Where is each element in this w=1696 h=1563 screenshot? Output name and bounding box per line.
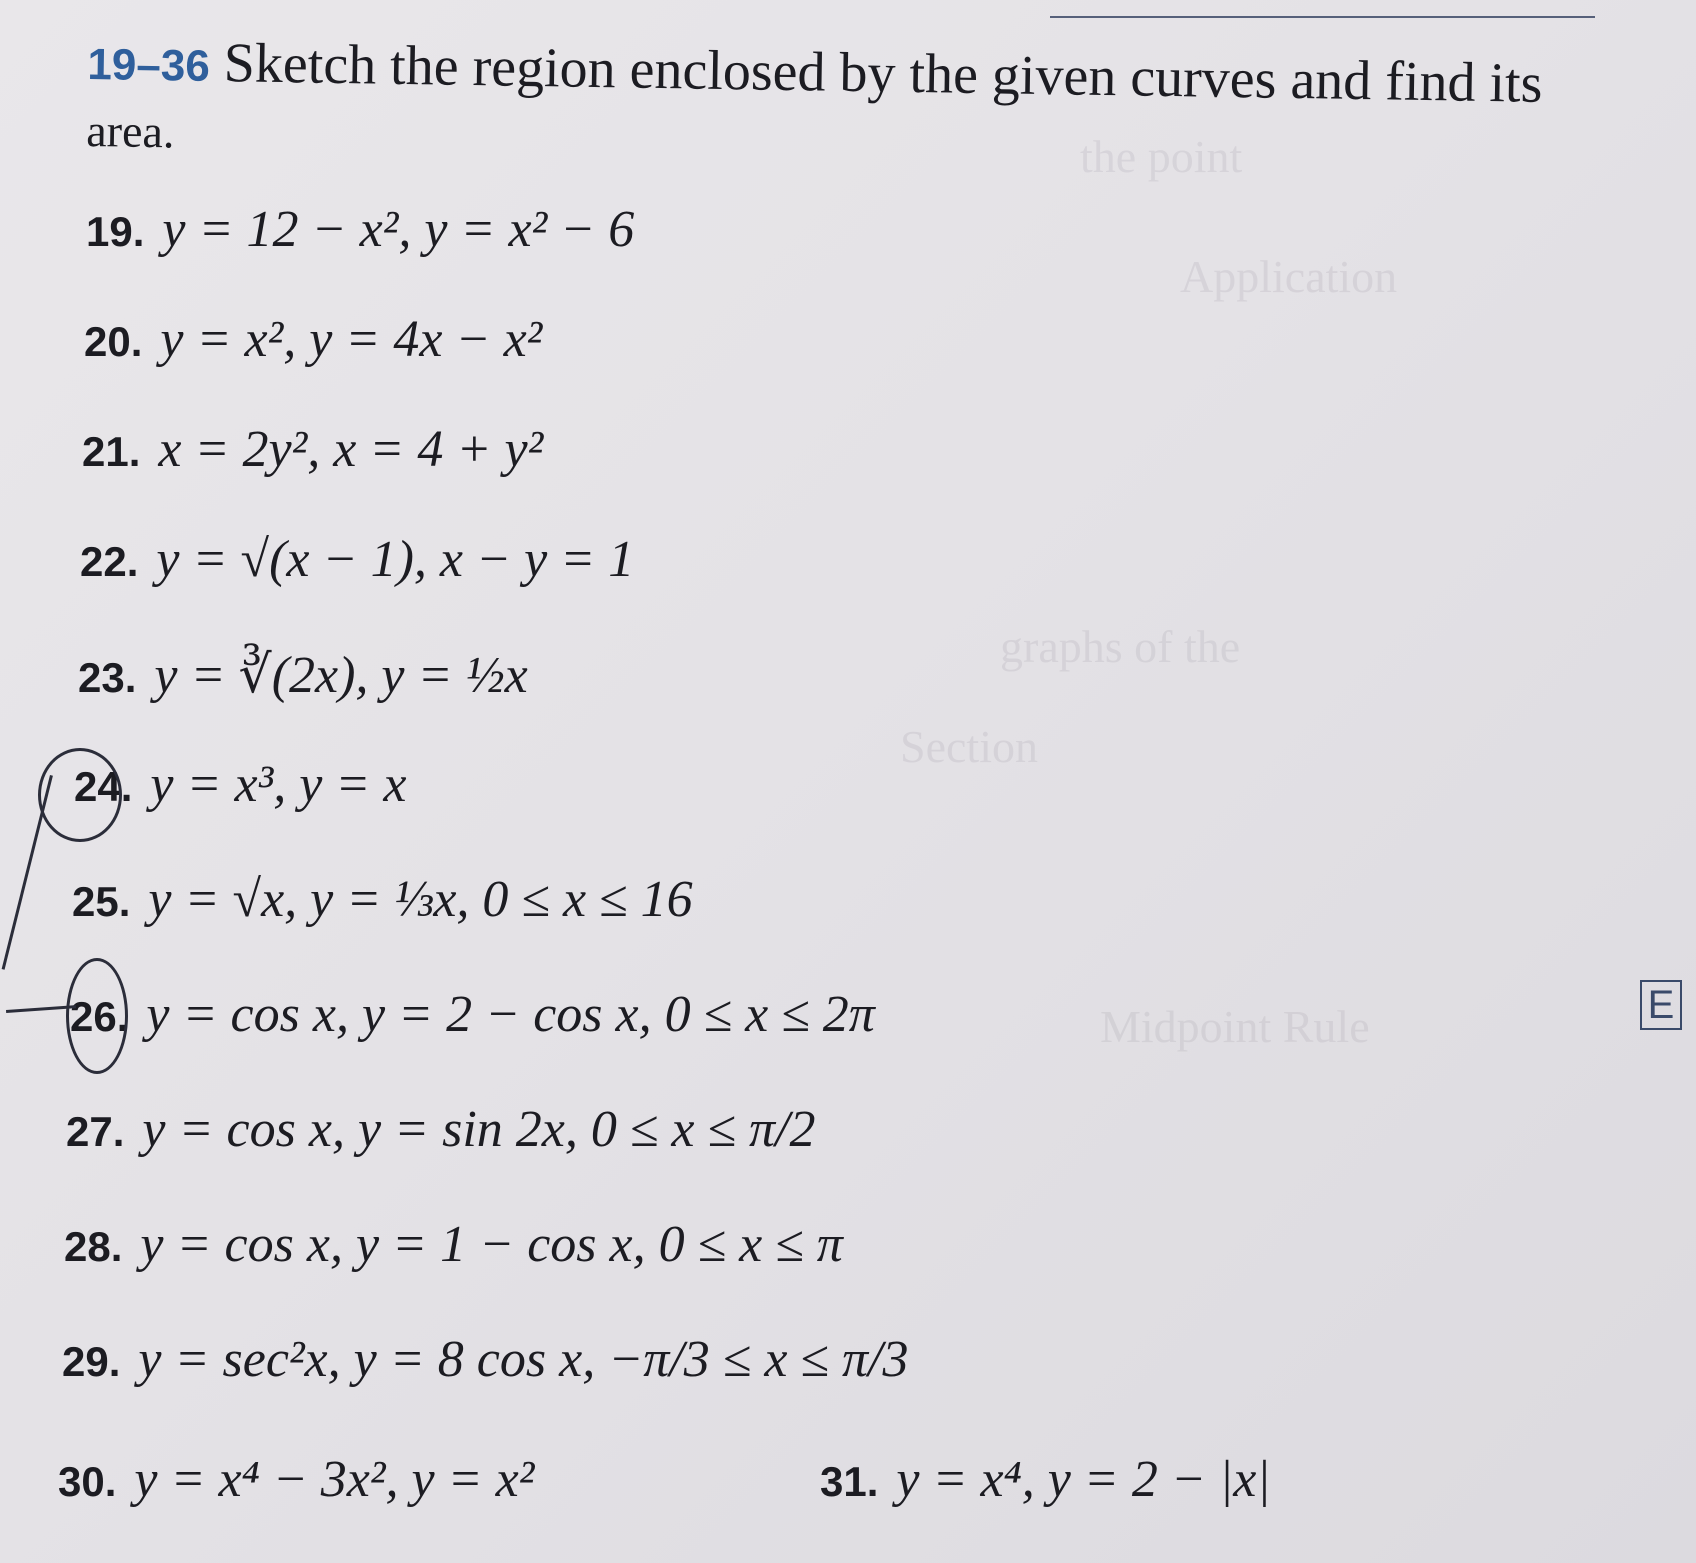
exercise-number: 31. xyxy=(820,1458,879,1505)
exercise-equation: y = 12 − x², y = x² − 6 xyxy=(162,201,635,258)
top-rule xyxy=(1050,16,1595,18)
exercise-equation: y = √x, y = ⅓x, 0 ≤ x ≤ 16 xyxy=(148,871,693,928)
exercise-number: 27. xyxy=(66,1108,125,1155)
exercise-equation: y = √(x − 1), x − y = 1 xyxy=(156,531,635,588)
exercise-21 xyxy=(82,420,543,479)
exercise-equation: y = ∛(2x), y = ½x xyxy=(154,647,528,704)
instruction-line-1: Sketch the region enclosed by the given curves and find its xyxy=(223,32,1543,115)
exercise-30 xyxy=(58,1450,534,1509)
exercise-number: 20. xyxy=(84,318,143,365)
exercise-equation: y = x³, y = x xyxy=(150,756,407,813)
exercise-25 xyxy=(72,870,693,929)
exercise-24 xyxy=(74,755,406,814)
exercise-equation: y = cos x, y = sin 2x, 0 ≤ x ≤ π/2 xyxy=(142,1101,816,1158)
margin-mark: E xyxy=(1640,980,1682,1030)
exercise-number: 26. xyxy=(70,993,129,1040)
pen-circle-24 xyxy=(38,748,122,842)
show-through-text: the point xyxy=(1080,131,1243,182)
exercise-number: 23. xyxy=(78,654,137,701)
exercise-number: 30. xyxy=(58,1458,117,1505)
exercise-equation: y = cos x, y = 1 − cos x, 0 ≤ x ≤ π xyxy=(140,1216,843,1273)
exercise-number: 22. xyxy=(80,538,139,585)
exercise-number: 25. xyxy=(72,878,131,925)
exercise-equation: x = 2y², x = 4 + y² xyxy=(158,421,544,478)
exercise-20 xyxy=(84,310,542,369)
exercise-19 xyxy=(86,200,634,259)
exercise-26 xyxy=(70,985,875,1044)
exercise-number: 24. xyxy=(74,763,133,810)
exercise-equation: y = cos x, y = 2 − cos x, 0 ≤ x ≤ 2π xyxy=(146,986,875,1043)
exercise-equation: y = sec²x, y = 8 cos x, −π/3 ≤ x ≤ π/3 xyxy=(138,1331,909,1388)
exercise-number: 21. xyxy=(82,428,141,475)
show-through-text: Section xyxy=(900,721,1038,772)
exercise-22 xyxy=(80,530,634,589)
exercise-equation: y = x⁴, y = 2 − |x| xyxy=(896,1451,1271,1508)
exercise-31 xyxy=(820,1450,1271,1509)
show-through-text: Application xyxy=(1180,251,1398,302)
exercise-number: 28. xyxy=(64,1223,123,1270)
exercise-number: 19. xyxy=(86,208,145,255)
exercise-29 xyxy=(62,1330,908,1389)
exercise-28 xyxy=(64,1215,843,1274)
instruction-line-2: area. xyxy=(85,105,175,158)
pen-stroke xyxy=(2,775,53,970)
exercise-equation: y = x⁴ − 3x², y = x² xyxy=(134,1451,535,1508)
show-through-text: graphs of the xyxy=(1000,621,1241,672)
exercise-range: 19–36 xyxy=(87,39,211,91)
exercise-27 xyxy=(66,1100,816,1159)
exercise-number: 29. xyxy=(62,1338,121,1385)
exercise-23 xyxy=(78,645,528,705)
section-heading xyxy=(86,28,1588,182)
show-through-text: Midpoint Rule xyxy=(1100,1001,1370,1052)
pen-circle-26 xyxy=(66,958,128,1074)
exercise-equation: y = x², y = 4x − x² xyxy=(160,311,543,368)
